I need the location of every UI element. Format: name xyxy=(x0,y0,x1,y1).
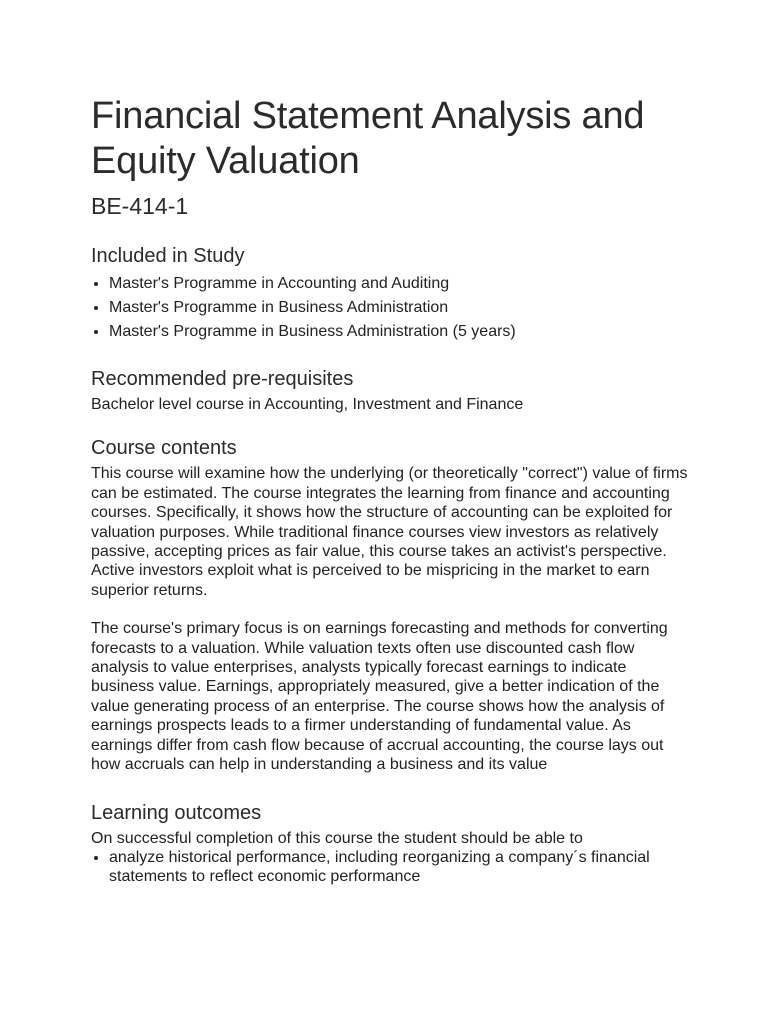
list-item: analyze historical performance, including reorganizing a company´s financial statements to reflect economic performance xyxy=(109,848,691,887)
course-page xyxy=(91,94,691,887)
included-in-study-section xyxy=(91,244,691,344)
learning-outcomes-heading: Learning outcomes xyxy=(91,801,262,824)
included-in-study-heading: Included in Study xyxy=(91,245,245,267)
learning-outcomes-intro: On successful completion of this course the student should be able to xyxy=(91,829,583,847)
prerequisites-heading: Recommended pre-requisites xyxy=(91,368,354,390)
course-contents-paragraph: The course's primary focus is on earnings forecasting and methods for converting forecasts to a valuation. While valuation texts often use discounted cash flow analysis to value enterprises, analysts typically forecast earnings to indicate business value. Earnings, appropriately measured, give a better indication of the value generating process of an enterprise. The course shows how the analysis of earnings prospects leads to a firmer understanding of fundamental value. As earnings differ from cash flow because of accrual accounting, the course lays out how accruals can help in understanding a business and its value xyxy=(91,620,668,774)
course-code: BE-414-1 xyxy=(91,193,189,219)
study-programme-list xyxy=(91,272,691,344)
prerequisites-text: Bachelor level course in Accounting, Investment and Finance xyxy=(91,396,524,413)
prerequisites-section xyxy=(91,367,691,414)
learning-outcomes-list xyxy=(91,848,691,887)
list-item: Master's Programme in Business Administration xyxy=(109,296,691,320)
course-contents-paragraph: This course will examine how the underlying (or theoretically "correct") value of firms can be estimated. The course integrates the learning from finance and accounting courses. Specifically, it shows how the structure of accounting can be exploited for valuation purposes. While traditional finance courses view investors as relatively passive, accepting prices as fair value, this course takes an activist's perspective. Active investors exploit what is perceived to be mispricing in the market to earn superior returns. xyxy=(91,465,688,599)
course-contents-heading: Course contents xyxy=(91,437,237,460)
course-contents-section xyxy=(91,436,691,774)
list-item: Master's Programme in Accounting and Auditing xyxy=(109,272,691,296)
learning-outcomes-section xyxy=(91,801,691,887)
page-title: Financial Statement Analysis and Equity Valuation xyxy=(91,95,645,182)
list-item: Master's Programme in Business Administration (5 years) xyxy=(109,320,691,344)
